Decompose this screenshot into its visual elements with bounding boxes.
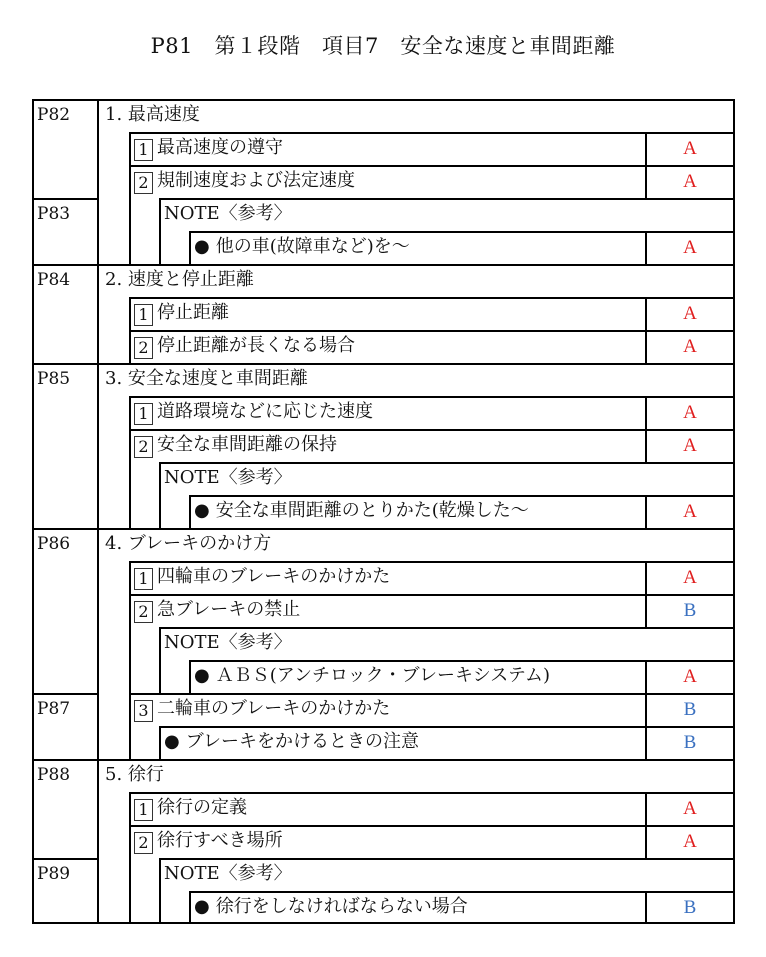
section-heading: 1. 最高速度	[105, 104, 200, 125]
grade-badge: A	[683, 336, 697, 357]
note-label: NOTE〈参考〉	[164, 632, 292, 653]
item-indent-rule	[129, 396, 131, 528]
item-number-box: 2	[134, 337, 153, 359]
note-bullet-item	[194, 501, 529, 521]
item-text: 停止距離	[157, 302, 229, 323]
item-text: 急ブレーキの禁止	[157, 599, 301, 620]
page-ref: P82	[37, 105, 71, 125]
row-rule	[159, 627, 735, 629]
grade-badge: A	[683, 567, 697, 588]
row-rule	[159, 198, 735, 200]
item-indent-rule	[129, 297, 131, 363]
note-text: ＡＢＳ(アンチロック・ブレーキシステム)	[215, 665, 550, 686]
item-text: 徐行すべき場所	[157, 830, 283, 851]
grade-badge: B	[683, 897, 697, 918]
numbered-item	[134, 402, 373, 425]
item-text: 四輪車のブレーキのかけかた	[157, 566, 391, 587]
row-rule	[189, 495, 735, 497]
note-bullet-item	[194, 237, 410, 257]
grade-badge: A	[683, 303, 697, 324]
item-text: 二輪車のブレーキのかけかた	[157, 698, 391, 719]
row-rule	[189, 660, 735, 662]
grade-badge: A	[683, 171, 697, 192]
page-rule	[32, 858, 97, 860]
item-number-box: 1	[134, 403, 153, 425]
bullet-indent-rule	[189, 891, 191, 924]
numbered-item	[134, 435, 337, 458]
item-indent-rule	[129, 132, 131, 264]
grade-badge: A	[683, 237, 697, 258]
numbered-item	[134, 567, 390, 590]
numbered-item	[134, 138, 283, 161]
item-number-box: 1	[134, 139, 153, 161]
item-number-box: 1	[134, 799, 153, 821]
note-text: ブレーキをかけるときの注意	[185, 731, 419, 752]
note-text: 安全な車間距離のとりかた(乾燥した～	[215, 500, 529, 521]
bullet-icon: ●	[194, 500, 210, 521]
row-rule	[159, 858, 735, 860]
grade-badge: A	[683, 435, 697, 456]
note-label: NOTE〈参考〉	[164, 863, 292, 884]
section-heading: 3. 安全な速度と車間距離	[105, 368, 308, 389]
row-rule	[159, 462, 735, 464]
numbered-item	[134, 336, 355, 359]
page-column-divider	[97, 99, 99, 924]
note-bullet-item	[164, 732, 419, 752]
note-indent-rule	[159, 726, 161, 759]
item-number-box: 2	[134, 436, 153, 458]
grade-badge: A	[683, 831, 697, 852]
item-number-box: 1	[134, 568, 153, 590]
bullet-indent-rule	[189, 495, 191, 528]
grade-badge: A	[683, 798, 697, 819]
numbered-item	[134, 831, 283, 854]
bullet-indent-rule	[189, 660, 191, 693]
numbered-item	[134, 798, 247, 821]
bullet-icon: ●	[194, 665, 210, 686]
item-text: 安全な車間距離の保持	[157, 434, 337, 455]
note-indent-rule	[159, 462, 161, 528]
bullet-icon: ●	[164, 731, 180, 752]
grade-badge: B	[683, 732, 697, 753]
note-label: NOTE〈参考〉	[164, 467, 292, 488]
section-rule	[32, 759, 735, 761]
numbered-item	[134, 171, 355, 194]
bullet-icon: ●	[194, 236, 210, 257]
page-ref: P88	[37, 765, 71, 785]
note-label: NOTE〈参考〉	[164, 203, 292, 224]
note-bullet-item	[194, 666, 550, 686]
numbered-item	[134, 303, 229, 326]
item-number-box: 2	[134, 832, 153, 854]
item-number-box: 1	[134, 304, 153, 326]
section-heading: 4. ブレーキのかけ方	[105, 533, 272, 554]
item-text: 道路環境などに応じた速度	[157, 401, 373, 422]
page-ref: P87	[37, 699, 71, 719]
note-text: 徐行をしなければならない場合	[215, 896, 468, 917]
note-bullet-item	[194, 897, 468, 917]
page-title: P81 第１段階 項目7 安全な速度と車間距離	[150, 34, 616, 58]
item-number-box: 2	[134, 601, 153, 623]
note-text: 他の車(故障車など)を～	[215, 236, 410, 257]
page-ref: P89	[37, 864, 71, 884]
page-ref: P84	[37, 270, 71, 290]
page-rule	[32, 198, 97, 200]
item-text: 停止距離が長くなる場合	[157, 335, 355, 356]
grade-badge: A	[683, 501, 697, 522]
page-ref: P86	[37, 534, 71, 554]
item-text: 規制速度および法定速度	[157, 170, 355, 191]
note-indent-rule	[159, 858, 161, 924]
section-heading: 2. 速度と停止距離	[105, 269, 254, 290]
item-text: 徐行の定義	[157, 797, 247, 818]
section-rule	[32, 528, 735, 530]
page-ref: P85	[37, 369, 71, 389]
grade-badge: A	[683, 402, 697, 423]
row-rule	[189, 891, 735, 893]
section-rule	[32, 363, 735, 365]
grade-badge: B	[683, 600, 697, 621]
page-rule	[32, 693, 97, 695]
item-text: 最高速度の遵守	[157, 137, 283, 158]
item-number-box: 3	[134, 700, 153, 722]
note-indent-rule	[159, 198, 161, 264]
item-number-box: 2	[134, 172, 153, 194]
grade-badge: A	[683, 666, 697, 687]
grade-badge: B	[683, 699, 697, 720]
grade-badge: A	[683, 138, 697, 159]
bullet-icon: ●	[194, 896, 210, 917]
row-rule	[159, 726, 735, 728]
item-indent-rule	[129, 561, 131, 759]
item-indent-rule	[129, 792, 131, 924]
numbered-item	[134, 699, 390, 722]
page-ref: P83	[37, 204, 71, 224]
section-rule	[32, 264, 735, 266]
note-indent-rule	[159, 627, 161, 693]
numbered-item	[134, 600, 300, 623]
section-heading: 5. 徐行	[105, 764, 164, 785]
bullet-indent-rule	[189, 231, 191, 264]
row-rule	[189, 231, 735, 233]
